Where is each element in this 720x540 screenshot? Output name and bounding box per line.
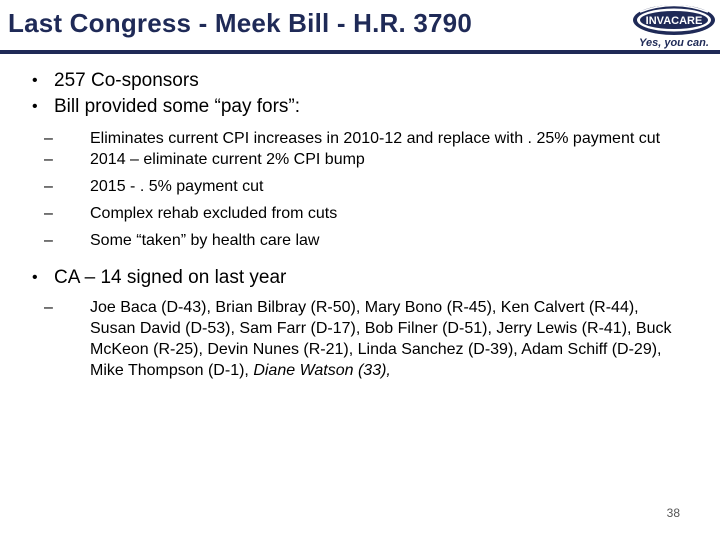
dash-marker: –: [44, 299, 53, 316]
ca-members-text: Joe Baca (D-43), Brian Bilbray (R-50), Mary Bono (R-45), Ken Calvert (R-44), Susan David (D-53), Sam Farr (D-17), Bob Filner (D-51), Jerry Lewis (R-41), Buck McKeon (R-25), Devin Nunes (R-21), Linda Sanchez (D-39), Adam Schiff (D-29), Mike Thompson (D-1),: [90, 299, 672, 379]
slide-body: [28, 68, 688, 381]
sub-bullet-cpi: [28, 128, 688, 149]
bullet-text: Bill provided some “pay fors”:: [54, 96, 301, 117]
bullet-text: 257 Co-sponsors: [54, 70, 199, 91]
sub-bullet-text: 2015 - . 5% payment cut: [90, 178, 264, 195]
bullet-pay-fors: [28, 94, 688, 120]
ca-members-italic: Diane Watson (33),: [253, 362, 391, 379]
logo-tagline: Yes, you can.: [639, 37, 709, 49]
bullet-marker: •: [32, 72, 38, 89]
sub-bullet-complex-rehab: [28, 203, 688, 224]
dash-marker: –: [44, 232, 53, 249]
bullet-ca-signers: [28, 265, 688, 291]
sub-bullet-text: 2014 – eliminate current 2% CPI bump: [90, 151, 365, 168]
sub-bullet-text: Eliminates current CPI increases in 2010-12 and replace with . 25% payment cut: [90, 130, 661, 147]
invacare-logo: [630, 3, 718, 49]
bullet-cosponsors: [28, 68, 688, 94]
page-number: 38: [666, 506, 680, 520]
sub-bullet-text: Complex rehab excluded from cuts: [90, 205, 338, 222]
bullet-text: CA – 14 signed on last year: [54, 267, 287, 288]
dash-marker: –: [44, 130, 53, 147]
sub-bullet-2015: [28, 176, 688, 197]
logo-brand: INVACARE: [645, 15, 703, 27]
dash-marker: –: [44, 205, 53, 222]
sub-bullet-ca-members: [28, 297, 688, 381]
title-rule: [0, 50, 720, 54]
sub-bullet-text: Some “taken” by health care law: [90, 232, 320, 249]
page-title: Last Congress - Meek Bill - H.R. 3790: [8, 8, 472, 38]
dash-marker: –: [44, 178, 53, 195]
bullet-marker: •: [32, 98, 38, 115]
logo-emblem: [630, 3, 718, 37]
sub-bullet-2014: [28, 149, 688, 170]
bullet-marker: •: [32, 269, 38, 286]
sub-bullet-health-care-law: [28, 230, 688, 251]
dash-marker: –: [44, 151, 53, 168]
